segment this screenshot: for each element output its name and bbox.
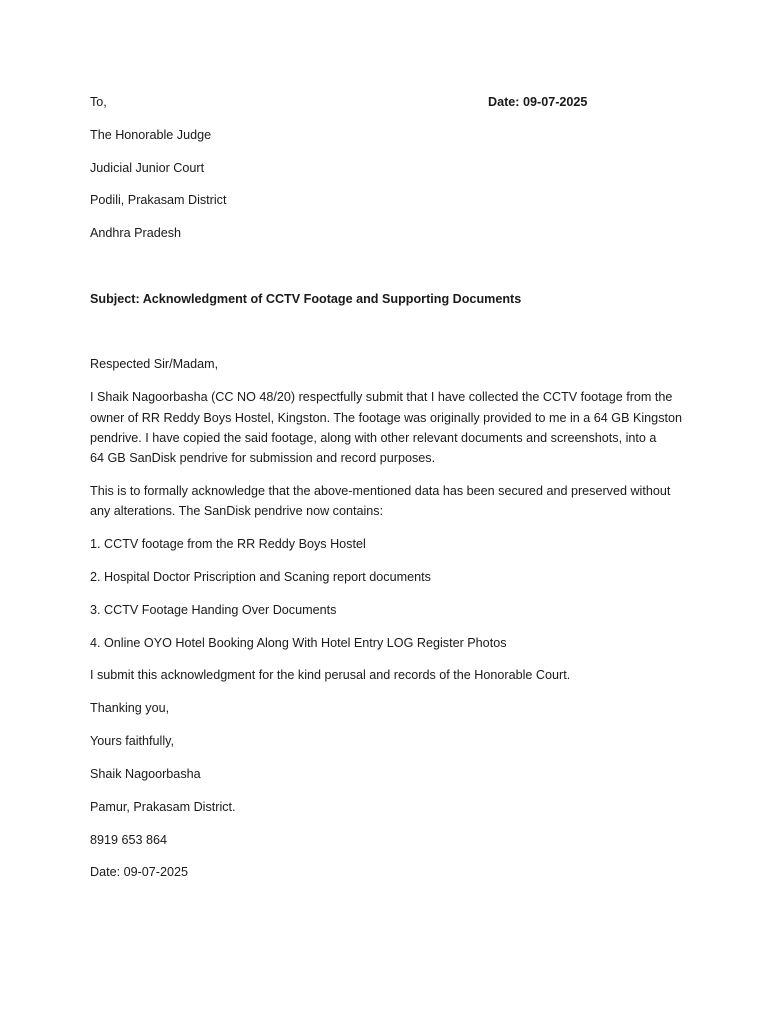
recipient-line-4: Andhra Pradesh	[90, 226, 182, 240]
para1-line-1: I Shaik Nagoorbasha (CC NO 48/20) respectfully submit that I have collected the CCTV footage from the	[90, 390, 673, 404]
sender-name: Shaik Nagoorbasha	[90, 767, 201, 781]
list-item-2: 2. Hospital Doctor Priscription and Scaning report documents	[90, 570, 431, 584]
greeting: Respected Sir/Madam,	[90, 357, 219, 371]
list-item-3: 3. CCTV Footage Handing Over Documents	[90, 603, 337, 617]
recipient-line-1: The Honorable Judge	[90, 128, 212, 142]
list-item-1: 1. CCTV footage from the RR Reddy Boys Hostel	[90, 537, 366, 551]
sender-address: Pamur, Prakasam District.	[90, 800, 236, 814]
para1-line-4: 64 GB SanDisk pendrive for submission and record purposes.	[90, 451, 436, 465]
date-top: Date: 09-07-2025	[488, 95, 588, 109]
recipient-line-3: Podili, Prakasam District	[90, 193, 227, 207]
thanks-line: Thanking you,	[90, 701, 170, 715]
list-item-4: 4. Online OYO Hotel Booking Along With Hotel Entry LOG Register Photos	[90, 636, 507, 650]
sender-phone: 8919 653 864	[90, 833, 168, 847]
para1-line-2: owner of RR Reddy Boys Hostel, Kingston. The footage was originally provided to me in a 64 GB Kingston	[90, 411, 682, 425]
sign-off-line: Yours faithfully,	[90, 734, 175, 748]
recipient-line-2: Judicial Junior Court	[90, 161, 205, 175]
subject-line: Subject: Acknowledgment of CCTV Footage and Supporting Documents	[90, 292, 522, 306]
closing-statement: I submit this acknowledgment for the kind perusal and records of the Honorable Court.	[90, 668, 571, 682]
para1-line-3: pendrive. I have copied the said footage, along with other relevant documents and screenshots, into a	[90, 431, 657, 445]
to-line: To,	[90, 95, 107, 109]
para2-line-2: any alterations. The SanDisk pendrive now contains:	[90, 504, 384, 518]
para2-line-1: This is to formally acknowledge that the above-mentioned data has been secured and preserved without	[90, 484, 671, 498]
date-bottom: Date: 09-07-2025	[90, 865, 189, 879]
